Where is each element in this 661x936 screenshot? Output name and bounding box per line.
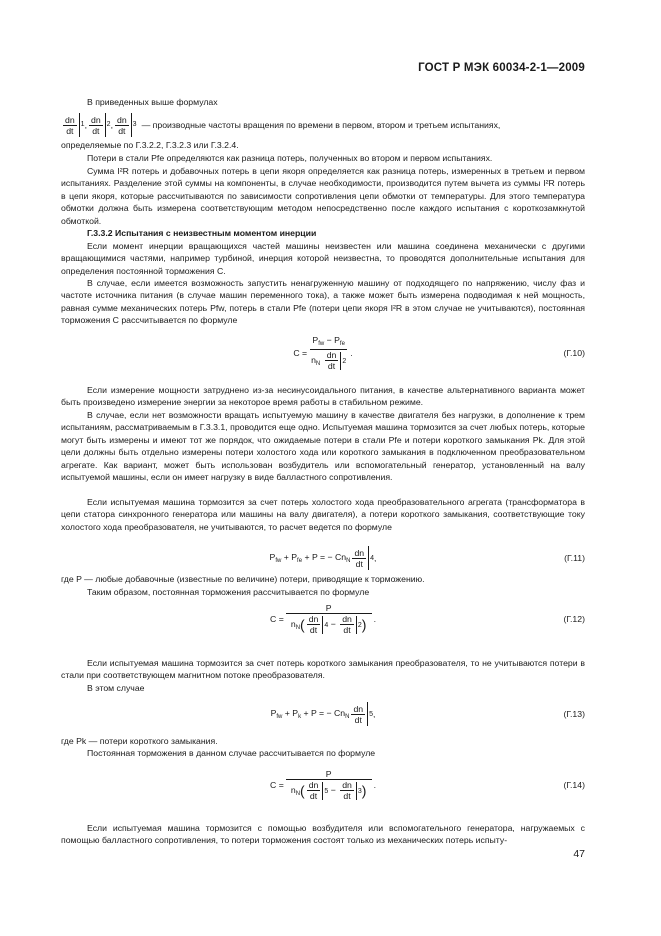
paragraph-constant-case: Постоянная торможения в данном случае рассчитывается по формуле: [87, 748, 376, 758]
formula-number-g12: (Г.12): [563, 614, 585, 624]
paragraph-formulas-intro: В приведенных выше формулах: [87, 97, 218, 107]
paragraph-unknown-inertia: Если момент инерции вращающихся частей машины неизвестен или машина соединена механически с другими вращающимися частями, например турбиной, инерция которой неизвестна, то проводятся дополнительные испытания для определения постоянной торможения C.: [61, 241, 585, 276]
formula-number-g14: (Г.14): [563, 780, 585, 790]
derivatives-description: — производные частоты вращения по времени в первом, втором и третьем испытаниях,: [141, 119, 501, 130]
derivatives-line: $\frac{dn}{dt}$ 1 , $\frac{dn}{dt}$ 2 , $\frac{dn}{dt}$ 3 — производные частоты вращения по времени в первом, втором и третьем испытаниях,: [65, 114, 501, 136]
paragraph-extra-test: В случае, если нет возможности вращать испытуемую машину в качестве двигателя без нагрузки, в дополнение к трем испытаниям, рассматриваемым в Г.3.3.1, проводится еще одно. Испытуемая машина тормозится за счет любых потерь, которые могут быть измерены и имеют тот же порядок, что ожидаемые потери в стали Pfe и потери короткого замыкания Pk. Для этой цели должны быть отдельно измерены потери холостого хода или короткого замыкания в подключенном преобразовательном агрегате. Как вариант, может быть использован возбудитель или вспомогательный генератор, установленный на валу испытуемой машины, если он имеет нагрузку в виде балластного сопротивления.: [61, 410, 585, 483]
formula-number-g13: (Г.13): [563, 709, 585, 719]
paragraph-p-definition: где P — любые добавочные (известные по величине) потери, приводящие к торможению.: [61, 574, 425, 584]
paragraph-iron-losses: Потери в стали Pfe определяются как разница потерь, полученных во втором и первом испытаниях.: [87, 153, 493, 163]
paragraph-determined-by: определяемые по Г.3.2.2, Г.3.2.3 или Г.3.2.4.: [61, 140, 239, 150]
formula-g12: C = P $n_N$( $\frac{dn}{dt}$ 4 − $\frac{dn}{dt}$ 2) . (Г.12): [270, 603, 585, 635]
section-heading: Г.3.3.2 Испытания с неизвестным моментом инерции: [87, 228, 317, 238]
paragraph-pk-definition: где Pk — потери короткого замыкания.: [61, 736, 218, 746]
formula-g13: $P_{fw} + P_k + P$ = − $Cn_N$ $\frac{dn}{dt}$ 5 , (Г.13): [270, 703, 585, 725]
formula-g11: $P_{fw} + P_{fe} + P$ = − $Cn_N$ $\frac{dn}{dt}$ 4 , (Г.11): [269, 547, 585, 569]
page-number: 47: [573, 848, 585, 860]
paragraph-no-load-run: В случае, если имеется возможность запустить ненагруженную машину от подходящего по напряжению, числу фаз и частоте источника питания (в случае машин переменного тока), а также может быть измерена подводимая к ней мощность, равная сумме механических потерь Pfw, потерь в стали Pfe (потери цепи якоря I²R в этом случае не учитываются), постоянная торможения C рассчитывается по формуле: [61, 278, 585, 326]
paragraph-exciter: Если испытуемая машина тормозится с помощью возбудителя или вспомогательного генератора, нагружаемых с помощью балластного сопротивления, то потери торможения состоят только из механических потерь испыту-: [61, 823, 585, 846]
derivative-3: $\frac{dn}{dt}$: [117, 114, 127, 136]
derivative-2: $\frac{dn}{dt}$: [91, 114, 101, 136]
paragraph-in-this-case: В этом случае: [87, 683, 145, 693]
formula-number-g11: (Г.11): [564, 553, 585, 563]
paragraph-short-circuit: Если испытуемая машина тормозится за счет потерь короткого замыкания преобразователя, то не учитываются потери в стали при соответствующем магнитном потоке преобразователя.: [61, 658, 585, 681]
document-header: ГОСТ Р МЭК 60034-2-1—2009: [418, 62, 585, 74]
paragraph-converter-no-load: Если испытуемая машина тормозится за счет потерь холостого хода преобразовательного агрегата (трансформатора в цепи статора синхронного генератора или машины на валу двигателя), а потери короткого замыкания, соответствующие току холостого хода преобразователя, не учитываются, то расчет ведется по формуле: [61, 497, 585, 532]
paragraph-energy-alt: Если измерение мощности затруднено из-за несинусоидального питания, в качестве альтернативного варианта может быть произведено измерение энергии за некоторое время работы в стабильном режиме.: [61, 385, 585, 408]
formula-g10: C = $P_{fw} - P_{fe}$ $n_N$ $\frac{dn}{dt}$ 2 . (Г.10): [293, 335, 585, 371]
formula-number-g10: (Г.10): [563, 348, 585, 358]
derivative-1: $\frac{dn}{dt}$: [65, 114, 75, 136]
paragraph-thus: Таким образом, постоянная торможения рассчитывается по формуле: [87, 587, 370, 597]
paragraph-i2r-sum: Сумма I²R потерь и добавочных потерь в цепи якоря определяется как разница потерь, измеренных в третьем и первом испытаниях. Разделение этой суммы на компоненты, в случае необходимости, производится путем вычета из суммы I²R потерь в цепи якоря, которые рассчитываются по зависимости сопротивления цепи обмотки от температуры. Для этого температура обмотки должна быть измерена соответствующим методом непосредственно после каждого испытания с короткозамкнутой обмоткой.: [61, 166, 585, 226]
formula-g14: C = P $n_N$( $\frac{dn}{dt}$ 5 − $\frac{dn}{dt}$ 3) . (Г.14): [270, 769, 585, 801]
